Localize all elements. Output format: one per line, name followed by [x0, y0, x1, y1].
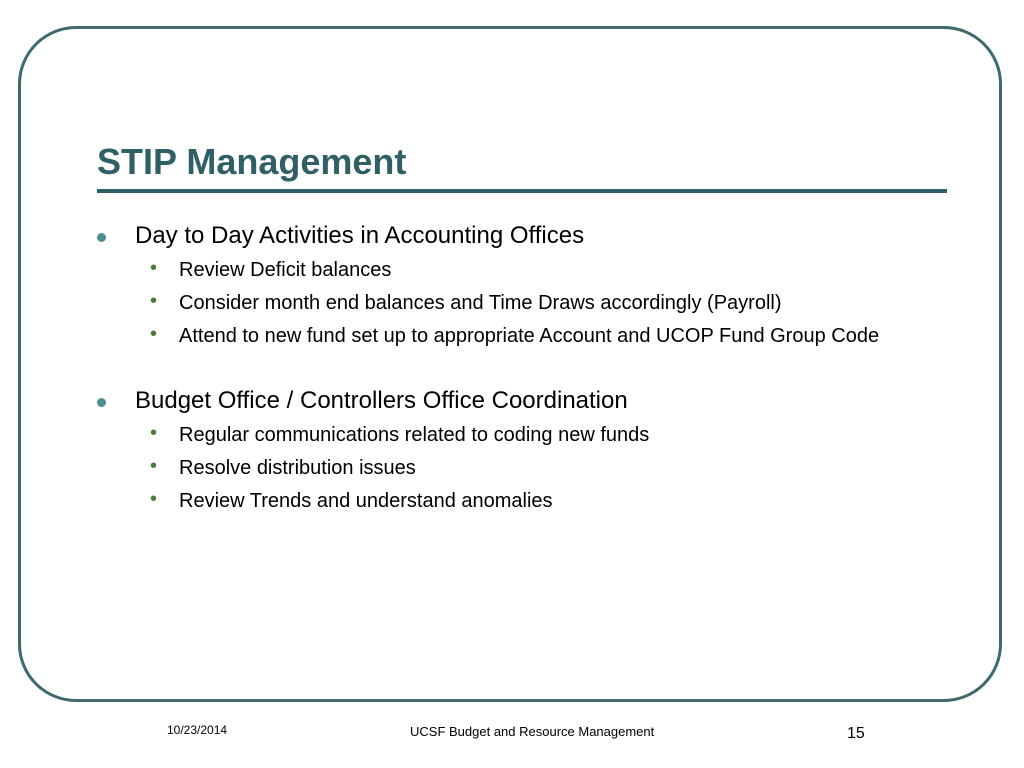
section-heading: Day to Day Activities in Accounting Offices	[135, 222, 585, 249]
bullet-level2-icon: •	[150, 455, 158, 477]
bullet-level1-icon	[97, 233, 106, 242]
list-item: Resolve distribution issues	[179, 457, 416, 479]
slide-title: STIP Management	[97, 141, 407, 182]
bullet-level1-icon	[97, 398, 106, 407]
bullet-level2-icon: •	[150, 290, 158, 312]
bullet-level2-icon: •	[150, 257, 158, 279]
page-number: 15	[847, 725, 865, 742]
bullet-level2-icon: •	[150, 422, 158, 444]
bullet-level2-icon: •	[150, 488, 158, 510]
footer-date: 10/23/2014	[167, 723, 228, 737]
list-item: Attend to new fund set up to appropriate Account and UCOP Fund Group Code	[179, 325, 880, 347]
section-heading: Budget Office / Controllers Office Coordination	[135, 387, 628, 414]
list-item: Regular communications related to coding new funds	[179, 424, 650, 446]
footer-center-text: UCSF Budget and Resource Management	[410, 724, 655, 739]
list-item: Review Deficit balances	[179, 259, 392, 281]
bullet-level2-icon: •	[150, 323, 158, 345]
list-item: Consider month end balances and Time Draws accordingly (Payroll)	[179, 292, 782, 314]
list-item: Review Trends and understand anomalies	[179, 490, 553, 512]
